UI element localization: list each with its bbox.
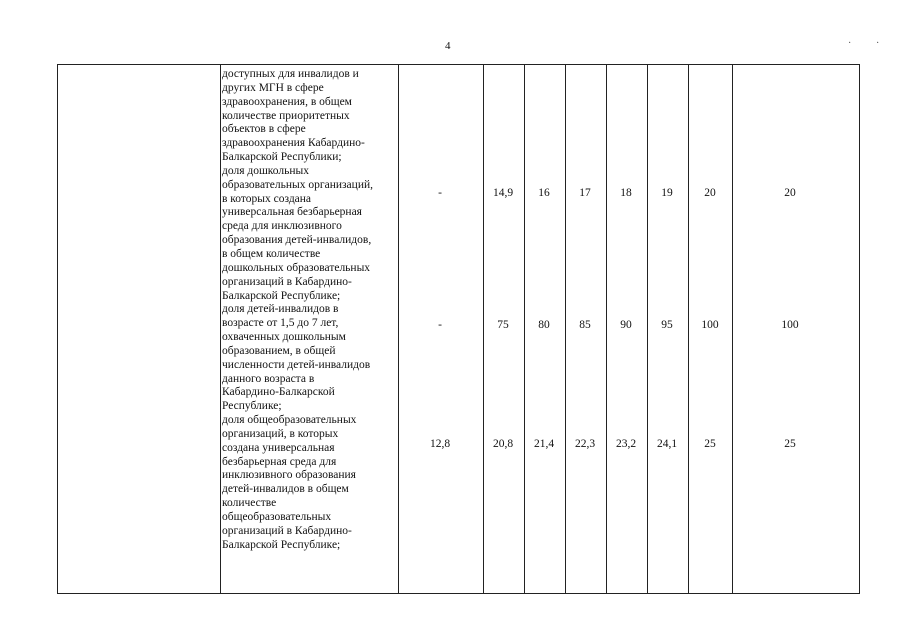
description-line: образования детей-инвалидов, [222, 234, 372, 247]
value-cell: 20,8 [492, 438, 514, 450]
description-line: возрасте от 1,5 до 7 лет, [222, 317, 339, 330]
description-line: Балкарской Республике; [222, 538, 341, 551]
page-number: 4 [445, 40, 451, 52]
value-cell: - [438, 187, 442, 199]
description-line: доля дошкольных [222, 164, 310, 177]
description-line: создана универсальная [222, 441, 335, 454]
description-line: других МГН в сфере [222, 81, 324, 94]
description-line: здравоохранения Кабардино- [222, 137, 365, 150]
description-line: Балкарской Республики; [222, 151, 342, 164]
value-cell: 100 [701, 319, 719, 331]
value-cell: 12,8 [429, 438, 451, 450]
value-cell: 85 [579, 319, 591, 331]
description-line: организаций в Кабардино- [222, 524, 352, 537]
description-line: безбарьерная среда для [222, 455, 337, 468]
table-column-divider [398, 65, 399, 593]
value-cell: 95 [661, 319, 673, 331]
description-line: образовательных организаций, [222, 178, 373, 191]
description-line: образованием, в общей [222, 344, 336, 357]
description-line: Кабардино-Балкарской [222, 386, 335, 399]
table-column-divider [220, 65, 221, 593]
value-cell: 22,3 [574, 438, 596, 450]
value-cell: 100 [781, 319, 799, 331]
value-cell: 25 [704, 438, 716, 450]
description-line: объектов в сфере [222, 123, 306, 136]
description-line: Республике; [222, 400, 282, 413]
value-cell: 75 [497, 319, 509, 331]
description-line: организаций, в которых [222, 427, 339, 440]
value-cell: 24,1 [656, 438, 678, 450]
value-cell: 23,2 [615, 438, 637, 450]
description-line: данного возраста в [222, 372, 315, 385]
description-line: детей-инвалидов в общем [222, 483, 349, 496]
description-line: среда для инклюзивного [222, 220, 342, 233]
value-cell: 21,4 [533, 438, 555, 450]
table-column-divider [688, 65, 689, 593]
description-line: доля детей-инвалидов в [222, 303, 339, 316]
value-cell: 80 [538, 319, 550, 331]
description-line: Балкарской Республике; [222, 289, 341, 302]
description-line: здравоохранения, в общем [222, 95, 352, 108]
value-cell: 20 [704, 187, 716, 199]
indicator-description [222, 68, 397, 553]
value-cell: - [438, 319, 442, 331]
value-cell: 25 [784, 438, 796, 450]
description-line: в общем количестве [222, 247, 321, 260]
description-line: охваченных дошкольным [222, 331, 346, 344]
value-cell: 19 [661, 187, 673, 199]
value-cell: 18 [620, 187, 632, 199]
value-cell: 90 [620, 319, 632, 331]
value-cell: 14,9 [492, 187, 514, 199]
description-line: общеобразовательных [222, 511, 332, 523]
value-cell: 17 [579, 187, 591, 199]
description-line: дошкольных образовательных [222, 261, 371, 274]
description-line: численности детей-инвалидов [222, 358, 371, 371]
description-line: универсальная безбарьерная [222, 206, 362, 219]
description-line: количестве [222, 497, 277, 510]
description-line: доля общеобразовательных [222, 414, 357, 427]
scan-mark: · [848, 38, 852, 49]
description-line: в которых создана [222, 192, 312, 205]
value-cell: 16 [538, 187, 550, 199]
scan-mark: · [876, 38, 880, 49]
description-line: доступных для инвалидов и [222, 68, 359, 80]
description-line: организаций в Кабардино- [222, 275, 352, 288]
description-line: инклюзивного образования [222, 469, 356, 482]
description-line: количестве приоритетных [222, 109, 350, 122]
table-column-divider [732, 65, 733, 593]
value-cell: 20 [784, 187, 796, 199]
